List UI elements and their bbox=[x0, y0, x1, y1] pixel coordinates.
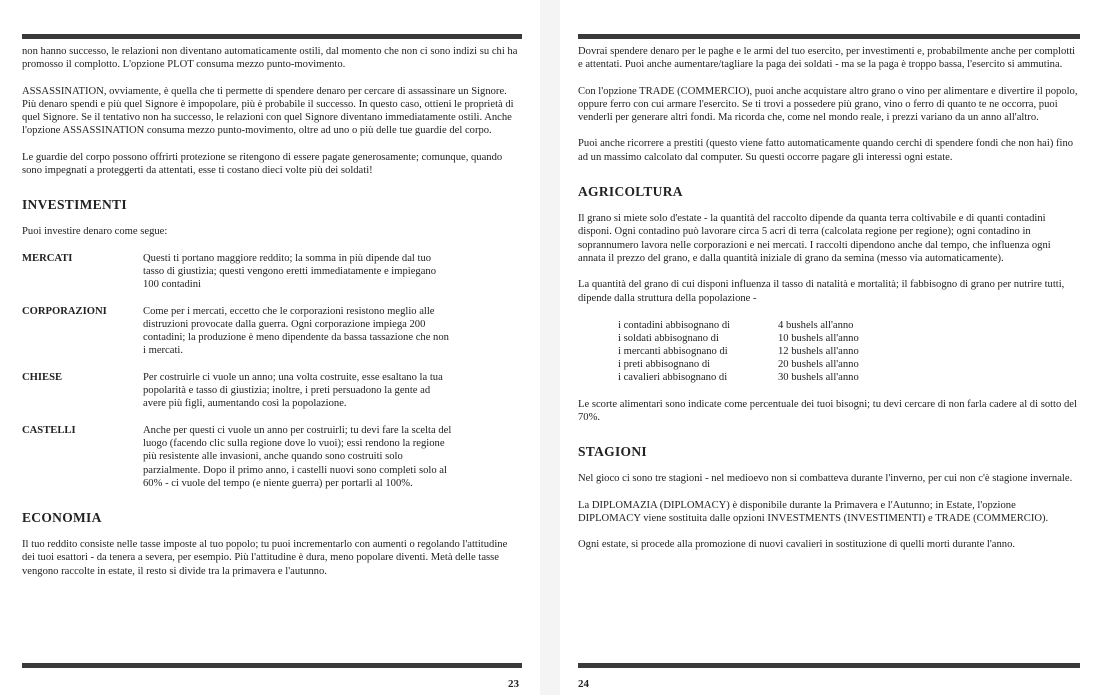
needs-who: i cavalieri abbisognano di bbox=[618, 371, 728, 383]
item-description: Per costruirle ci vuole un anno; una volta costruite, esse esaltano la tua popolarità e tasso di giustizia; inoltre, i preti persuadono la gente ad avere più figli, aumentando così la popolazione. bbox=[143, 371, 443, 410]
section-heading-economia: ECONOMIA bbox=[22, 510, 102, 526]
item-term: CORPORAZIONI bbox=[22, 305, 107, 317]
page-number: 24 bbox=[578, 678, 589, 690]
item-description: Anche per questi ci vuole un anno per costruirli; tu devi fare la scelta del luogo (facendo clic sulla regione dove lo vuoi); essi rendono la regione più resistente alle invasioni, anche quando sono costruiti solo parzialmente. Dopo il primo anno, i castelli nuovi sono completi solo al 60% - ci vuole del tempo (e niente guerra) per portarli al 100%. bbox=[143, 424, 452, 489]
page-right bbox=[560, 0, 1100, 695]
paragraph: La DIPLOMAZIA (DIPLOMACY) è disponibile durante la Primavera e l'Autunno; in Estate, l'opzione DIPLOMACY viene sostituita dalle opzioni INVESTMENTS (INVESTIMENTI) e TRADE (COMMERCIO). bbox=[578, 499, 1049, 525]
paragraph: Ogni estate, si procede alla promozione di nuovi cavalieri in sostituzione di quelli morti durante l'anno. bbox=[578, 539, 1016, 551]
needs-amount: 10 bushels all'anno bbox=[778, 332, 859, 344]
paragraph: Con l'opzione TRADE (COMMERCIO), puoi anche acquistare altro grano o vino per alimentare e divertire il popolo, oppure ferro con cui armare l'esercito. Se ti trovi a possedere più grano, vino o ferro di quanto te ne occorra, puoi venderli per generare altri fondi. Ma ricorda che, come nel mondo reale, i prezzi variano da un anno all'altro. bbox=[578, 85, 1078, 124]
paragraph: Dovrai spendere denaro per le paghe e le armi del tuo esercito, per investimenti e, probabilmente anche per complotti e attentati. Puoi anche aumentare/tagliare la paga dei soldati - ma se la paga è troppo bassa, l'esercito si ammutina. bbox=[578, 46, 1076, 71]
grain-needs-table bbox=[618, 319, 1080, 384]
table-row bbox=[618, 345, 1080, 358]
paragraph: ASSASSINATION, ovviamente, è quella che ti permette di spendere denaro per cercare di assassinare un Signore. Più denaro spendi e più quel Signore è impopolare, più è probabile il successo. In questo caso, ottieni le proprietà di quel Signore. Se il tentativo non ha successo, le relazioni con quel Signore diventano immediatamente ostili. Anche l'opzione ASSASSINATION consuma mezzo punto-movimento, oltre ad uno o più delle tue guardie del corpo. bbox=[22, 85, 514, 137]
item-description: Questi ti portano maggiore reddito; la somma in più dipende dal tuo tasso di giustizia; questi vengono eretti immediatamente e impiegano 100 contadini bbox=[143, 252, 437, 291]
needs-amount: 20 bushels all'anno bbox=[778, 358, 859, 370]
page-right-content bbox=[578, 45, 1080, 565]
paragraph: La quantità del grano di cui disponi influenza il tasso di natalità e mortalità; il fabbisogno di grano per nutrire tutti, dipende dalla struttura della popolazione - bbox=[578, 279, 1065, 304]
needs-who: i mercanti abbisognano di bbox=[618, 345, 728, 357]
table-row bbox=[618, 371, 1080, 384]
top-rule bbox=[22, 34, 522, 39]
section-heading-agricoltura: AGRICOLTURA bbox=[578, 184, 683, 200]
item-description: Come per i mercati, eccetto che le corporazioni resistono meglio alle distruzioni provocate dalla guerra. Ogni corporazione impiega 200 contadini; la produzione è meno dipendente da bassa tassazione che non i mercati. bbox=[143, 305, 449, 357]
paragraph: Le guardie del corpo possono offrirti protezione se ritengono di essere pagate generosamente; comunque, quando sono impegnati a proteggerti da attentati, esse ti costano dieci volte più dei soldati! bbox=[22, 151, 503, 177]
table-row bbox=[618, 332, 1080, 345]
needs-who: i preti abbisognano di bbox=[618, 358, 711, 370]
page-left bbox=[0, 0, 540, 695]
list-item bbox=[22, 305, 522, 358]
list-item bbox=[22, 371, 522, 411]
section-heading-stagioni: STAGIONI bbox=[578, 444, 647, 460]
page-left-content bbox=[22, 45, 522, 591]
paragraph: Nel gioco ci sono tre stagioni - nel medioevo non si combatteva durante l'inverno, per cui non c'è stagione invernale. bbox=[578, 473, 1073, 485]
paragraph: Il tuo reddito consiste nelle tasse imposte al tuo popolo; tu puoi incrementarlo con aumenti o regolando l'attitudine dei tuoi esattori - da tenera a severa, per esempio. Più l'attitudine è dura, meno popolare diventi. Metà delle tasse vengono raccolte in estate, il resto si divide tra la primavera e l'autunno. bbox=[22, 539, 508, 577]
list-item bbox=[22, 424, 522, 490]
table-row bbox=[618, 319, 1080, 332]
list-item bbox=[22, 252, 522, 292]
needs-who: i contadini abbisognano di bbox=[618, 319, 731, 331]
item-term: CASTELLI bbox=[22, 424, 76, 436]
needs-who: i soldati abbisognano di bbox=[618, 332, 719, 344]
bottom-rule bbox=[22, 663, 522, 668]
paragraph: Puoi anche ricorrere a prestiti (questo viene fatto automaticamente quando cerchi di spendere fondi che non hai) fino ad un massimo calcolato dal computer. Su questi occorre pagare gli interessi ogni estate. bbox=[578, 138, 1074, 163]
needs-amount: 4 bushels all'anno bbox=[778, 319, 854, 331]
book-gutter bbox=[540, 0, 560, 695]
needs-amount: 30 bushels all'anno bbox=[778, 371, 859, 383]
page-number: 23 bbox=[508, 678, 519, 690]
item-term: CHIESE bbox=[22, 371, 63, 383]
needs-amount: 12 bushels all'anno bbox=[778, 345, 859, 357]
bottom-rule bbox=[578, 663, 1080, 668]
paragraph: non hanno successo, le relazioni non diventano automaticamente ostili, dal momento che non ci sono indizi su chi ha promosso il complotto. L'opzione PLOT consuma mezzo punto-movimento. bbox=[22, 46, 518, 71]
top-rule bbox=[578, 34, 1080, 39]
item-term: MERCATI bbox=[22, 252, 73, 264]
investment-list bbox=[22, 252, 522, 490]
paragraph: Il grano si miete solo d'estate - la quantità del raccolto dipende da quanta terra coltivabile e di quanti contadini disponi. Ogni contadino può lavorare circa 5 acri di terra (calcolata regione per regione); ogni contadino in soprannumero lavora nelle corporazioni e nei mercati. I raccolti dipendono anche dal tempo, che influenza ogni annata il prezzo del grano, e dalla quantità iniziale di grano da semina (messo via automaticamente). bbox=[578, 213, 1051, 264]
table-row bbox=[618, 358, 1080, 371]
paragraph: Le scorte alimentari sono indicate come percentuale dei tuoi bisogni; tu devi cercare di non farla cadere al di sotto del 70%. bbox=[578, 398, 1077, 424]
section-heading-investimenti: INVESTIMENTI bbox=[22, 197, 127, 213]
paragraph: Puoi investire denaro come segue: bbox=[22, 226, 168, 238]
